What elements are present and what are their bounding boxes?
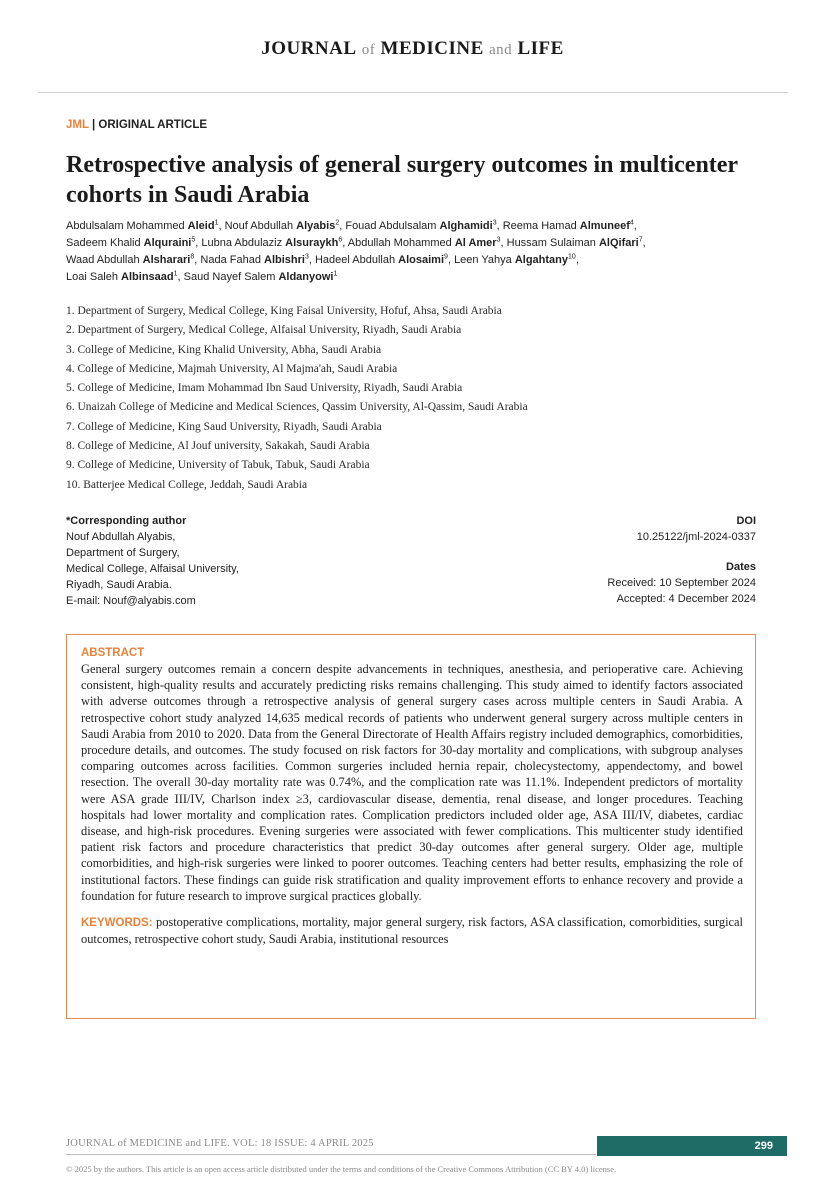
doi-link[interactable]: 10.25122/jml-2024-0337: [636, 531, 756, 543]
author-family-name: Aldanyowi: [278, 271, 334, 283]
keywords-label: KEYWORDS:: [81, 917, 153, 930]
author-name: [66, 254, 194, 266]
abstract-text: General surgery outcomes remain a concern despite advancements in techniques, anesthesia, and perioperative care. Achieving consistent, high-quality results and accurately predicting risks remains challenging. This study aimed to identify factors associated with adverse outcomes through a retrospective analysis of general surgery cases across multiple centers in Saudi Arabia. A retrospective cohort study analyzed 14,635 medical records of patients who underwent general surgery across multiple centers in Saudi Arabia from 2010 to 2020. Data from the General Directorate of Health Affairs registry included demographics, comorbidities, procedure details, and outcomes. The study focused on risk factors for 30-day mortality and complications, with subgroup analyses comparing outcomes across facilities. Common surgeries included hernia repair, cholecystectomy, appendectomy, and bowel resection. The overall 30-day mortality rate was 0.74%, and the complication rate was 11.1%. Independent predictors of mortality were ASA grade III/IV, Charlson index ≥3, cardiovascular disease, dementia, renal disease, and longer procedures. Teaching hospitals had lower mortality and complication rates. Complication predictors included older age, ASA III/IV, diabetes, cardiac disease, and high-risk procedures. Evening surgeries were associated with fewer complications. This multicenter study identified patient risk factors and procedure characteristics that predict 30-day outcomes after general surgery. Older age, multiple comorbidities, and high-risk surgeries were linked to poorer outcomes. Teaching centers had better results, emphasizing the role of institutional factors. These findings can guide risk stratification and quality improvement efforts to enhance recovery and provide a foundation for future research to improve surgical practices globally.: [81, 662, 743, 903]
author-affiliation-marker: 3: [304, 253, 309, 261]
corresponding-email[interactable]: E-mail: Nouf@alyabis.com: [66, 595, 196, 607]
author-affiliation-marker: 3: [496, 236, 501, 244]
author-family-name: AlQifari: [598, 237, 639, 249]
author-affiliation-marker: 1: [214, 219, 219, 227]
article-meta-block: [456, 513, 756, 607]
author-name: [503, 220, 634, 232]
corresponding-author-block: [66, 513, 406, 609]
keywords-text: postoperative complications, mortality, major general surgery, risk factors, ASA classification, comorbidities, surgical outcomes, retrospective cohort study, Saudi Arabia, institutional resources: [81, 915, 743, 947]
author-given-name: Abdulsalam Mohammed: [66, 220, 188, 232]
author-given-name: Saud Nayef Salem: [183, 271, 279, 283]
affiliation-item: 3. College of Medicine, King Khalid University, Abha, Saudi Arabia: [66, 343, 382, 356]
affiliation-item: 4. College of Medicine, Majmah University, Al Majma'ah, Saudi Arabia: [66, 362, 398, 375]
journal-header: [0, 38, 825, 60]
corresponding-line-city: Riyadh, Saudi Arabia.: [66, 579, 172, 591]
author-family-name: Albinsaad: [121, 271, 174, 283]
affiliation-item: 9. College of Medicine, University of Tabuk, Tabuk, Saudi Arabia: [66, 459, 370, 472]
author-name: [201, 237, 342, 249]
author-affiliation-marker: 3: [492, 219, 497, 227]
author-affiliation-marker: 1: [173, 270, 178, 278]
author-family-name: Alosaimi: [398, 254, 445, 266]
journal-word-of: of: [361, 42, 376, 58]
affiliation-item: 6. Unaizah College of Medicine and Medical Sciences, Qassim University, Al-Qassim, Saudi Arabia: [66, 401, 528, 414]
author-given-name: Sadeem Khalid: [66, 237, 144, 249]
author-affiliation-marker: 5: [191, 236, 196, 244]
affiliation-item: 1. Department of Surgery, Medical College, King Faisal University, Hofuf, Ahsa, Saudi Arabia: [66, 305, 502, 317]
author-family-name: Albishri: [264, 254, 305, 266]
author-affiliation-marker: 8: [190, 253, 195, 261]
author-affiliation-marker: 4: [629, 219, 634, 227]
affiliation-item: 8. College of Medicine, Al Jouf university, Sakakah, Saudi Arabia: [66, 440, 370, 453]
author-given-name: Fouad Abdulsalam: [345, 220, 440, 232]
received-date: Received: 10 September 2024: [607, 577, 756, 589]
author-given-name: Waad Abdullah: [66, 254, 143, 266]
keywords: [81, 914, 743, 947]
article-type-tag: [66, 119, 207, 131]
author-family-name: Almuneef: [579, 220, 630, 232]
page-number: 299: [597, 1136, 787, 1156]
author-given-name: Lubna Abdulaziz: [201, 237, 286, 249]
author-name: [348, 237, 501, 249]
author-family-name: Alsharari: [142, 254, 191, 266]
author-affiliation-marker: 2: [335, 219, 340, 227]
author-affiliation-marker: 9: [444, 253, 448, 261]
author-family-name: Alsuraykh: [285, 237, 339, 249]
author-name: [345, 220, 496, 232]
author-family-name: Alghamidi: [439, 220, 493, 232]
author-affiliation-marker: 7: [638, 236, 643, 244]
corresponding-line-name: Nouf Abdullah Alyabis,: [66, 531, 176, 543]
author-affiliation-marker: 6: [338, 236, 343, 244]
corresponding-line-department: Department of Surgery,: [66, 547, 180, 559]
journal-word-medicine: MEDICINE: [380, 38, 484, 59]
corresponding-author-heading: *Corresponding author: [66, 515, 187, 527]
author-name: [200, 254, 308, 266]
author-given-name: Loai Saleh: [66, 271, 122, 283]
affiliation-item: 7. College of Medicine, King Saud University, Riyadh, Saudi Arabia: [66, 420, 382, 433]
header-divider: [38, 92, 788, 93]
abstract-heading: ABSTRACT: [81, 647, 145, 659]
author-name: [184, 271, 338, 283]
journal-word-life: LIFE: [517, 38, 564, 59]
journal-word-journal: JOURNAL: [261, 38, 357, 59]
abstract-box: [66, 634, 756, 1019]
dates-heading: Dates: [726, 561, 756, 573]
author-name: [66, 271, 178, 283]
author-given-name: Abdullah Mohammed: [347, 237, 455, 249]
journal-word-and: and: [489, 42, 513, 58]
author-family-name: Aleid: [187, 220, 215, 232]
jml-label: JML: [66, 119, 89, 131]
author-given-name: Hussam Sulaiman: [506, 237, 599, 249]
affiliation-item: 2. Department of Surgery, Medical College, Alfaisal University, Riyadh, Saudi Arabia: [66, 324, 462, 337]
author-name: [225, 220, 340, 232]
author-given-name: Reema Hamad: [502, 220, 580, 232]
author-name: [315, 254, 448, 266]
affiliation-item: 5. College of Medicine, Imam Mohammad Ibn Saud University, Riyadh, Saudi Arabia: [66, 382, 463, 395]
article-type-label: ORIGINAL ARTICLE: [98, 119, 208, 131]
author-list: Abdulsalam Mohammed Aleid$^1$, Nouf Abdullah Alyabis$^2$, Fouad Abdulsalam Alghamidi$^3$, Reema Hamad Almuneef$^4$, Sadeem Khalid Alquraini$^5$, Lubna Abdulaziz Alsuraykh$^6$, Abdullah Mohammed Al Amer$^3$, Hussam Sulaiman AlQifari$^7$, Waad Abdullah Alsharari$^8$, Nada Fahad Albishri$^3$, Hadeel Abdullah Alosaimi$^9$, Leen Yahya Algahtany$^{10}$, Loai Saleh Albinsaad$^1$, Saud Nayef Salem Aldanyowi$^1$: [66, 219, 646, 283]
tag-separator: |: [88, 119, 99, 131]
author-name: [66, 237, 195, 249]
author-family-name: Al Amer: [454, 237, 497, 249]
accepted-date: Accepted: 4 December 2024: [616, 593, 756, 605]
license-notice: © 2025 by the authors. This article is an open access article distributed under the terms and conditions of the Creative Commons Attribution (CC BY 4.0) license.: [66, 1164, 617, 1174]
affiliation-list: [66, 302, 756, 495]
author-family-name: Algahtany: [514, 254, 569, 266]
author-given-name: Nada Fahad: [200, 254, 264, 266]
affiliation-item: 10. Batterjee Medical College, Jeddah, Saudi Arabia: [66, 478, 308, 491]
author-given-name: Hadeel Abdullah: [314, 254, 399, 266]
author-family-name: Alquraini: [143, 237, 192, 249]
author-name: [454, 254, 576, 266]
author-given-name: Nouf Abdullah: [224, 220, 297, 232]
author-affiliation-marker: 1: [333, 270, 338, 278]
author-name: [507, 237, 643, 249]
doi-heading: DOI: [736, 515, 756, 527]
author-affiliation-marker: 10: [568, 253, 576, 261]
article-title: Retrospective analysis of general surgery outcomes in multicenter cohorts in Saudi Arabia: [66, 152, 738, 208]
footer-divider: [66, 1154, 596, 1155]
author-name: [66, 220, 218, 232]
author-given-name: Leen Yahya: [454, 254, 515, 266]
corresponding-line-institution: Medical College, Alfaisal University,: [66, 563, 239, 575]
footer-journal-line: JOURNAL of MEDICINE and LIFE. VOL: 18 ISSUE: 4 APRIL 2025: [66, 1138, 374, 1149]
author-family-name: Alyabis: [296, 220, 336, 232]
